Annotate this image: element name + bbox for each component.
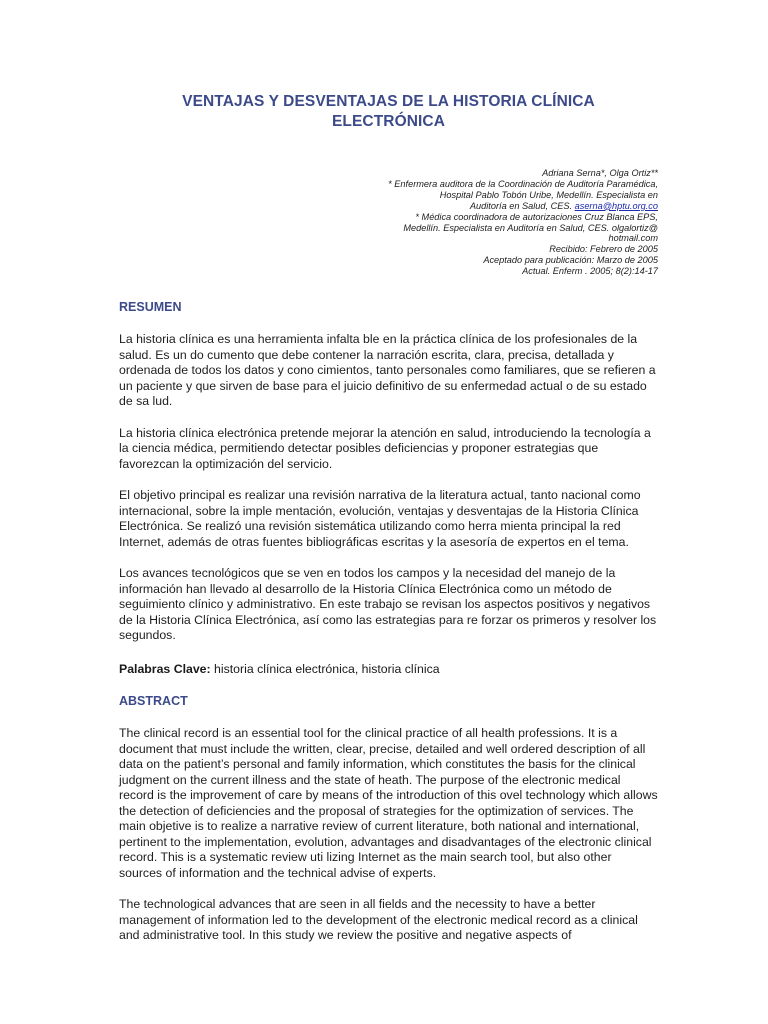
resumen-paragraph-1: La historia clínica es una herramienta infalta ble en la práctica clínica de los profesionales de la salud. Es un do cumento que debe contener la narración escrita, clara, precisa, detallada y ordenada de todos los datos y cono cimientos, tanto personales como familiares, que se refieren a un paciente y que sirven de base para el juicio definitivo de su enfermedad actual o de su estado de sa lud.: [119, 332, 656, 409]
author-block: [119, 168, 658, 277]
citation: Actual. Enferm . 2005; 8(2):14-17: [522, 266, 658, 277]
affiliation-2-line-1: * Médica coordinadora de autorizaciones Cruz Blanca EPS,: [415, 211, 658, 222]
author-email-link[interactable]: aserna@hptu.org.co: [574, 200, 658, 211]
abstract-paragraph-2: The technological advances that are seen in all fields and the necessity to have a better management of information led to the development of the electronic medical record as a clinical and administrative tool. In this study we review the positive and negative aspects of: [119, 897, 638, 943]
affiliation-2-line-2: Medellín. Especialista en Auditoría en Salud, CES. olgalortiz@: [403, 222, 658, 233]
author-names: Adriana Serna*, Olga Ortiz**: [542, 168, 658, 178]
abstract-heading: ABSTRACT: [119, 694, 188, 709]
resumen-paragraph-4: Los avances tecnológicos que se ven en todos los campos y la necesidad del manejo de la información han llevado al desarrollo de la Historia Clínica Electrónica como un método de seguimiento clínico y administrativo. En este trabajo se revisan los aspectos positivos y negativos de la Historia Clínica Electrónica, así como las estrategias para re forzar os primeros y resolver los segundos.: [119, 566, 657, 643]
accepted-date: Aceptado para publicación: Marzo de 2005: [483, 255, 658, 266]
affiliation-1-line-3: [119, 201, 658, 212]
affiliation-1-line-1: * Enfermera auditora de la Coordinación de Auditoría Paramédica,: [388, 178, 658, 189]
affiliation-2-line-3: hotmail.com: [608, 233, 658, 244]
resumen-paragraph-2: La historia clínica electrónica pretende mejorar la atención en salud, introduciendo la tecnología a la ciencia médica, permitiendo detectar posibles deficiencias y proponer estrategias que favorezcan la optimización del servicio.: [119, 425, 651, 471]
affiliation-1-line-2: Hospital Pablo Tobón Uribe, Medellín. Especialista en: [439, 189, 658, 200]
keywords-line: [119, 662, 658, 678]
title-line-2: ELECTRÓNICA: [331, 113, 446, 130]
affiliation-1-line-3-text: Auditoría en Salud, CES.: [469, 200, 575, 211]
keywords-label: Palabras Clave:: [119, 661, 211, 676]
resumen-heading: RESUMEN: [119, 300, 182, 315]
keywords-text: historia clínica electrónica, historia clínica: [210, 661, 440, 676]
abstract-paragraph-1: The clinical record is an essential tool for the clinical practice of all health professions. It is a document that must include the written, clear, precise, detailed and well ordered description of all data on the patient’s personal and family information, which constitutes the basis for the clinical judgment on the current illness and the state of heath. The purpose of the electronic medical record is the improvement of care by means of the introduction of this ovel technology which allows the detection of deficiencies and the proposal of strategies for the optimization of services. The main objetive is to realize a narrative review of current literature, both national and international, pertinent to the implementation, evolution, advantages and disadvantages of the electronic clinical record. This is a systematic review uti lizing Internet as the main search tool, but also other sources of information and the technical advise of experts.: [119, 726, 658, 880]
paper-title: [119, 92, 658, 132]
received-date: Recibido: Febrero de 2005: [549, 244, 658, 255]
resumen-paragraph-3: El objetivo principal es realizar una revisión narrativa de la literatura actual, tanto nacional como internacional, sobre la imple mentación, evolución, ventajas y desventajas de la Historia Clínica Electrónica. Se realizó una revisión sistemática utilizando como herra mienta principal la red Internet, además de otras fuentes bibliográficas escritas y la asesoría de expertos en el tema.: [119, 488, 641, 549]
title-line-1: VENTAJAS Y DESVENTAJAS DE LA HISTORIA CLÍNICA: [182, 93, 595, 110]
